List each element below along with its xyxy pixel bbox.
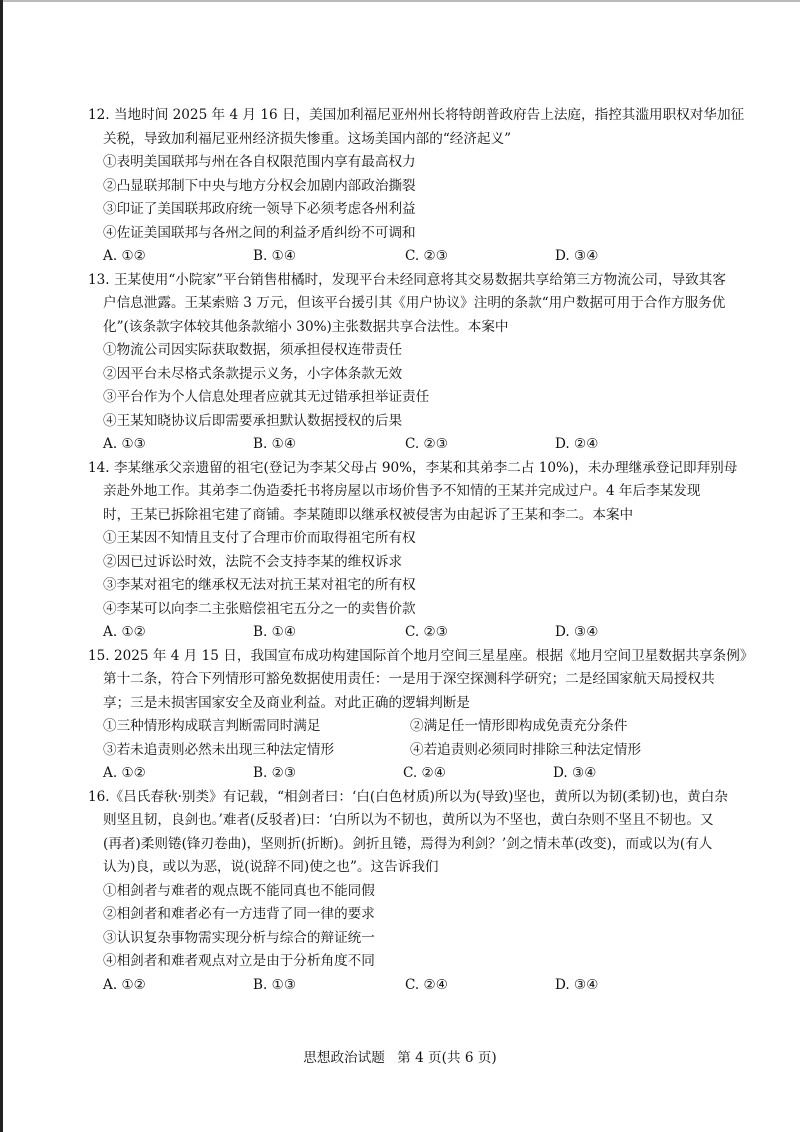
option-a: A. ①③ — [103, 436, 146, 452]
option-d: D. ③④ — [553, 765, 597, 781]
stem-line: 第十二条，符合下列情形可豁免数据使用责任：一是用于深空探测科学研究；二是经国家航天局授权共 — [103, 671, 715, 687]
question-16-stem — [88, 786, 750, 880]
answer-options — [88, 621, 750, 645]
statement-1: ①相剑者与难者的观点既不能同真也不能同假 — [103, 882, 375, 899]
question-15-stem — [88, 645, 754, 716]
stem-line: 认为)良，或以为恶，说(说辞不同)使之也”。这告诉我们 — [103, 859, 439, 875]
question-14 — [88, 457, 750, 645]
option-c: C. ②③ — [405, 624, 448, 640]
option-a: A. ①② — [103, 248, 146, 264]
answer-options — [88, 245, 750, 269]
stem-line: 关税，导致加利福尼亚州经济损失惨重。这场美国内部的“经济起义” — [103, 130, 512, 147]
statement-2: ②因平台未尽格式条款提示义务，小字体条款无效 — [103, 365, 403, 382]
option-b: B. ②③ — [253, 765, 297, 781]
stem-line: 亲赴外地工作。其弟李二伪造委托书将房屋以市场价售予不知情的王某并完成过户。4 年后李某发现 — [103, 483, 701, 499]
exam-page-body — [88, 104, 754, 997]
option-c: C. ②③ — [405, 436, 448, 452]
option-d: D. ③④ — [555, 624, 599, 640]
stem-line: 化”(该条款字体较其他条款缩小 30%)主张数据共享合法性。本案中 — [103, 318, 509, 335]
answer-options — [88, 762, 750, 786]
statement-2: ②因已过诉讼时效，法院不会支持李某的维权诉求 — [103, 553, 403, 570]
statement-1: ①物流公司因实际获取数据，须承担侵权连带责任 — [103, 342, 403, 358]
option-b: B. ①④ — [253, 624, 297, 640]
question-14-stem — [88, 457, 750, 528]
statement-2: ②满足任一情形即构成免责充分条件 — [410, 718, 628, 734]
stem-line: 15. 2025 年 4 月 15 日，我国宣布成功构建国际首个地月空间三星星座。根据《地月空间卫星数据共享条例》 — [88, 647, 754, 664]
option-a: A. ①② — [103, 624, 146, 640]
scan-left-border — [0, 0, 3, 1132]
question-12-stem — [88, 104, 750, 151]
statement-1: ①表明美国联邦与州在各自权限范围内享有最高权力 — [103, 154, 416, 170]
option-c: C. ②③ — [405, 248, 448, 264]
option-d: D. ③④ — [555, 976, 599, 993]
option-d: D. ③④ — [555, 248, 599, 264]
stem-line: 14. 李某继承父亲遗留的祖宅(登记为李某父母占 90%，李某和其弟李二占 10%)，未办理继承登记即拜别母 — [88, 459, 738, 476]
stem-line: 13. 王某使用“小院家”平台销售柑橘时，发现平台未经同意将其交易数据共享给第三方物流公司，导致其客 — [88, 271, 726, 288]
statement-4: ④王某知晓协议后即需要承担默认数据授权的后果 — [103, 412, 403, 429]
page-footer — [0, 1046, 800, 1066]
statement-3: ③认识复杂事物需实现分析与综合的辩证统一 — [103, 929, 375, 946]
answer-options — [88, 433, 750, 457]
option-b: B. ①③ — [253, 976, 297, 993]
option-d: D. ②④ — [555, 436, 599, 452]
question-15 — [88, 645, 754, 786]
stem-line: 享；三是未损害国家安全及商业利益。对此正确的逻辑判断是 — [103, 694, 471, 711]
question-16 — [88, 786, 750, 998]
stem-line: 时，王某已拆除祖宅建了商铺。李某随即以继承权被侵害为由起诉了王某和李二。本案中 — [103, 506, 634, 523]
stem-line: 户信息泄露。王某索赔 3 万元，但该平台援引其《用户协议》注明的条款“用户数据可用于合作方服务优 — [103, 295, 726, 311]
question-13-stem — [88, 269, 750, 340]
stem-line: (再者)柔则锩(锋刃卷曲)，坚则折(折断)。剑折且锩，焉得为利剑？’剑之情未革(改变)，而或以为(有人 — [103, 835, 713, 852]
footer-page-number: 第 4 页(共 6 页) — [397, 1050, 497, 1066]
stem-line: 16.《吕氏春秋·别类》有记载，“相剑者曰：‘白(白色材质)所以为(导致)坚也，黄所以为韧(柔韧)也，黄白杂 — [88, 788, 728, 805]
stem-line: 则坚且韧，良剑也。’难者(反驳者)曰：‘白所以为不韧也，黄所以为不坚也，黄白杂则不坚且不韧也。又 — [103, 812, 714, 828]
statement-4: ④佐证美国联邦与各州之间的利益矛盾纠纷不可调和 — [103, 224, 416, 241]
statement-row — [88, 739, 750, 763]
statement-2: ②相剑者和难者必有一方违背了同一律的要求 — [103, 906, 375, 922]
statement-2: ②凸显联邦制下中央与地方分权会加剧内部政治撕裂 — [103, 177, 416, 194]
footer-subject: 思想政治试题 — [303, 1050, 385, 1066]
statement-4: ④若追责则必须同时排除三种法定情形 — [410, 741, 642, 758]
statement-3: ③平台作为个人信息处理者应就其无过错承担举证责任 — [103, 389, 430, 405]
statement-4: ④相剑者和难者观点对立是由于分析角度不同 — [103, 953, 375, 969]
statement-3: ③李某对祖宅的继承权无法对抗王某对祖宅的所有权 — [103, 577, 416, 593]
option-c: C. ②④ — [405, 976, 448, 993]
statement-1: ①王某因不知情且支付了合理市价而取得祖宅所有权 — [103, 530, 416, 546]
statement-3: ③若未追责则必然未出现三种法定情形 — [103, 741, 335, 758]
answer-options — [88, 974, 750, 998]
statement-row — [88, 715, 750, 739]
statement-4: ④李某可以向李二主张赔偿祖宅五分之一的卖售价款 — [103, 600, 416, 617]
statement-3: ③印证了美国联邦政府统一领导下必须考虑各州利益 — [103, 201, 416, 217]
option-b: B. ①④ — [253, 248, 297, 264]
stem-line: 12. 当地时间 2025 年 4 月 16 日，美国加利福尼亚州州长将特朗普政府告上法庭，指控其滥用职权对华加征 — [88, 107, 745, 123]
question-12 — [88, 104, 750, 269]
option-c: C. ②④ — [403, 765, 446, 781]
option-b: B. ①④ — [253, 436, 297, 452]
option-a: A. ①② — [103, 976, 146, 993]
page-top-edge — [0, 0, 800, 2]
question-13 — [88, 269, 750, 457]
option-a: A. ①② — [103, 765, 146, 781]
statement-1: ①三种情形构成联言判断需同时满足 — [103, 718, 321, 734]
